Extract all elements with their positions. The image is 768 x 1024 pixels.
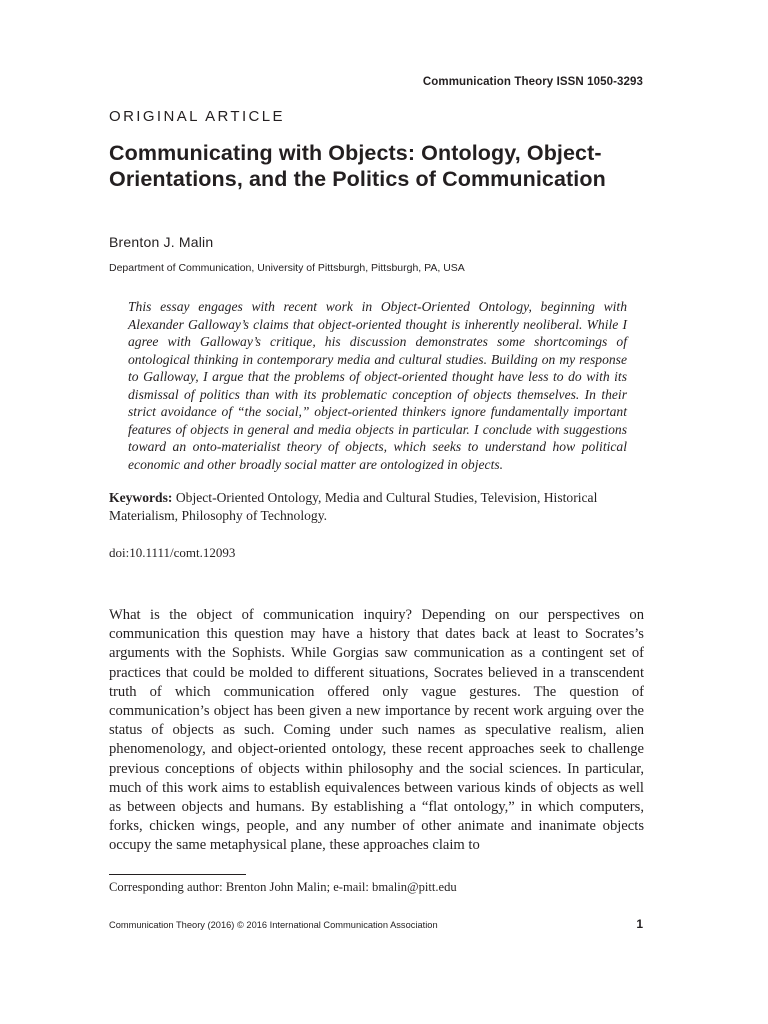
journal-issn-header: Communication Theory ISSN 1050-3293 xyxy=(422,76,643,88)
keywords xyxy=(109,489,629,524)
abstract: This essay engages with recent work in Object-Oriented Ontology, beginning with Alexander Galloway’s claims that object-oriented thought is inherently neoliberal. While I agree with Galloway’s critique, his discussion demonstrates some shortcomings of ontological thinking in contemporary media and cultural studies. Building on my response to Galloway, I argue that the problems of object-oriented thought have less to do with its dismissal of politics than with its problematic conception of objects themselves. In their strict avoidance of “the social,” object-oriented thinkers ignore fundamentally important features of objects in general and media objects in particular. I conclude with suggestions toward an onto-materialist theory of objects, which seeks to understand how political economic and other broadly social matter are ontologized in objects. xyxy=(128,299,627,472)
keywords-label: Keywords: xyxy=(109,490,173,505)
article-title: Communicating with Objects: Ontology, Object-Orientations, and the Politics of Communication xyxy=(109,141,606,191)
doi: doi:10.1111/comt.12093 xyxy=(109,545,236,560)
keywords-list: Object-Oriented Ontology, Media and Cultural Studies, Television, Historical Materialism, Philosophy of Technology. xyxy=(109,490,598,523)
author-name: Brenton J. Malin xyxy=(109,234,214,250)
footnote-divider xyxy=(109,874,246,875)
footer-citation: Communication Theory (2016) © 2016 International Communication Association xyxy=(109,920,438,930)
author-affiliation: Department of Communication, University of Pittsburgh, Pittsburgh, PA, USA xyxy=(109,262,465,274)
corresponding-author-footnote: Corresponding author: Brenton John Malin; e-mail: bmalin@pitt.edu xyxy=(109,880,457,894)
article-type-label: ORIGINAL ARTICLE xyxy=(109,108,285,125)
page-number: 1 xyxy=(636,917,643,931)
body-paragraph: What is the object of communication inquiry? Depending on our perspectives on communication this question may have a history that dates back at least to Socrates’s arguments with the Sophists. While Gorgias saw communication as a contingent set of practices that could be molded to different situations, Socrates believed in a transcendent truth of which communication offered only vague gestures. The question of communication’s object has been given a new importance by recent work arguing over the status of objects as such. Coming under such names as speculative realism, alien phenomenology, and object-oriented ontology, these recent approaches seek to challenge previous conceptions of objects within philosophy and the social sciences. In particular, much of this work aims to establish equivalences between various kinds of objects as well as between objects and humans. By establishing a “flat ontology,” in which computers, forks, chicken wings, people, and any number of other animate and inanimate objects occupy the same metaphysical plane, these approaches claim to xyxy=(109,607,644,854)
